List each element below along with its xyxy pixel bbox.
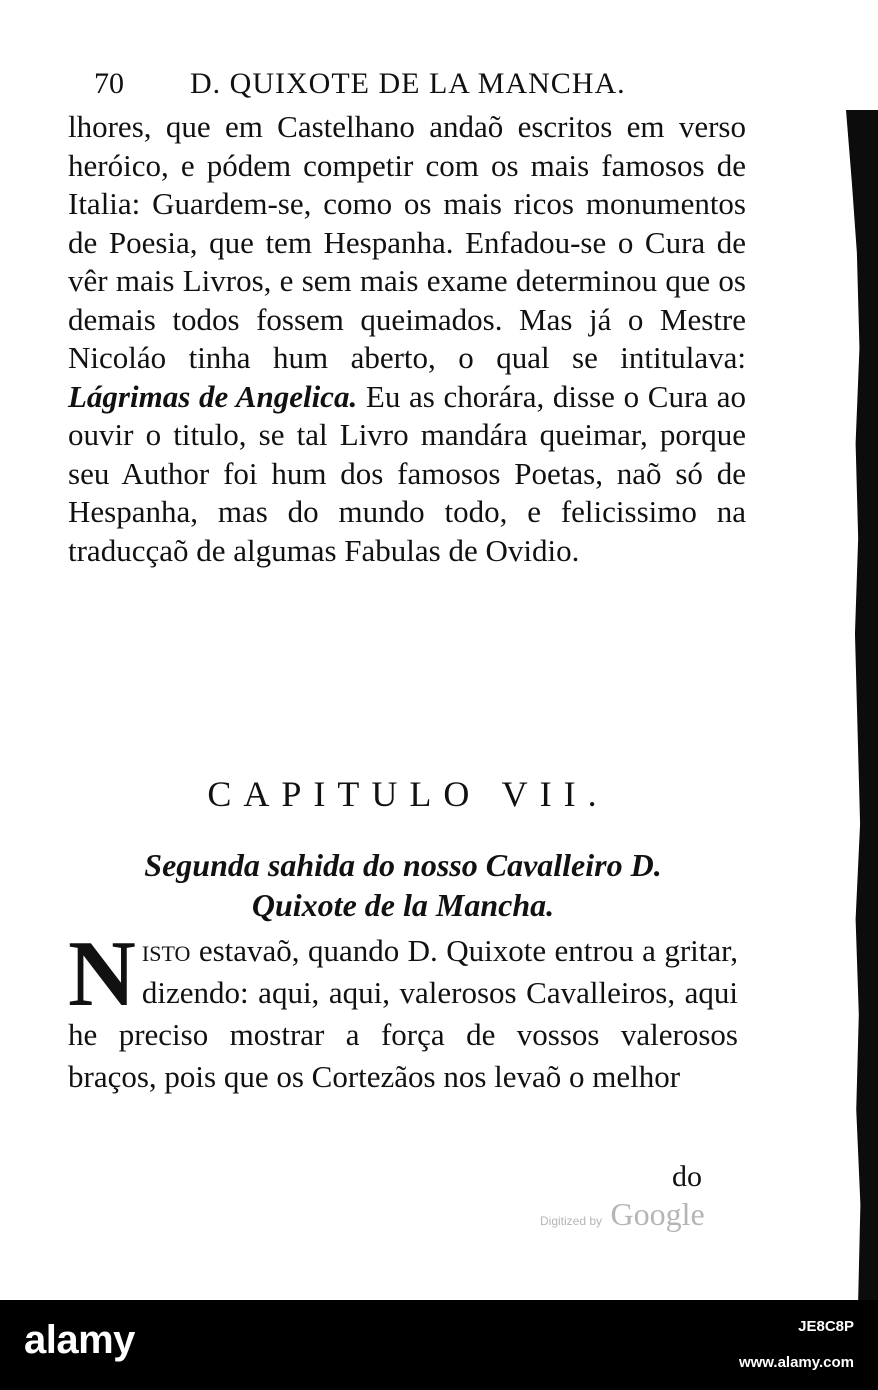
site-url: www.alamy.com [738,1354,854,1371]
page-edge-shadow [846,110,878,1300]
digitized-label: Digitized by [540,1214,603,1228]
chapter-subtitle [60,845,746,925]
chapter-text: estavaõ, quando D. Quixote entrou a gritar, dizendo: aqui, aqui, valerosos Cavalleiros, aqui he preciso mostrar a força de vossos valerosos braços, pois que os Cortezãos nos levaõ o melhor [68,933,738,1094]
catchword: do [672,1160,702,1193]
body-paragraph [68,108,746,570]
body-text-part1: lhores, que em Castelhano andaõ escritos em verso heróico, e pódem competir com os mais famosos de Italia: Guardem-se, como os mais ricos monumentos de Poesia, que tem Hespanha. Enfadou-se o Cura de vêr mais Livros, e sem mais exame determinou que os demais todos fossem queimados. Mas já o Mestre Nicoláo tinha hum aberto, o qual se intitulava: [68,109,746,375]
image-id: JE8C8P [798,1318,854,1335]
digitized-watermark [540,1196,705,1233]
italic-book-title: Lágrimas de Angelica. [68,378,358,414]
chapter-subtitle-line2: Quixote de la Mancha. [251,887,555,923]
google-logo: Google [610,1196,705,1232]
page-number: 70 [94,67,124,100]
chapter-subtitle-line1: Segunda sahida do nosso Cavalleiro D. [144,847,662,883]
chapter-paragraph [68,922,738,1098]
drop-cap: N [68,922,136,1026]
chapter-title: CAPITULO VII. [207,774,609,814]
running-header [90,62,670,106]
first-word: isto [141,933,191,968]
running-head-title: D. QUIXOTE DE LA MANCHA. [190,67,626,100]
stock-footer-bar [0,1300,878,1390]
body-text-part2: Eu as chorára, disse o Cura ao ouvir o titulo, se tal Livro mandára queimar, porque seu Author foi hum dos famosos Poetas, naõ só de Hespanha, mas do mundo todo, e felicissimo na traducçaõ de algumas Fabulas de Ovidio. [68,378,747,568]
alamy-logo: alamy [24,1318,135,1362]
